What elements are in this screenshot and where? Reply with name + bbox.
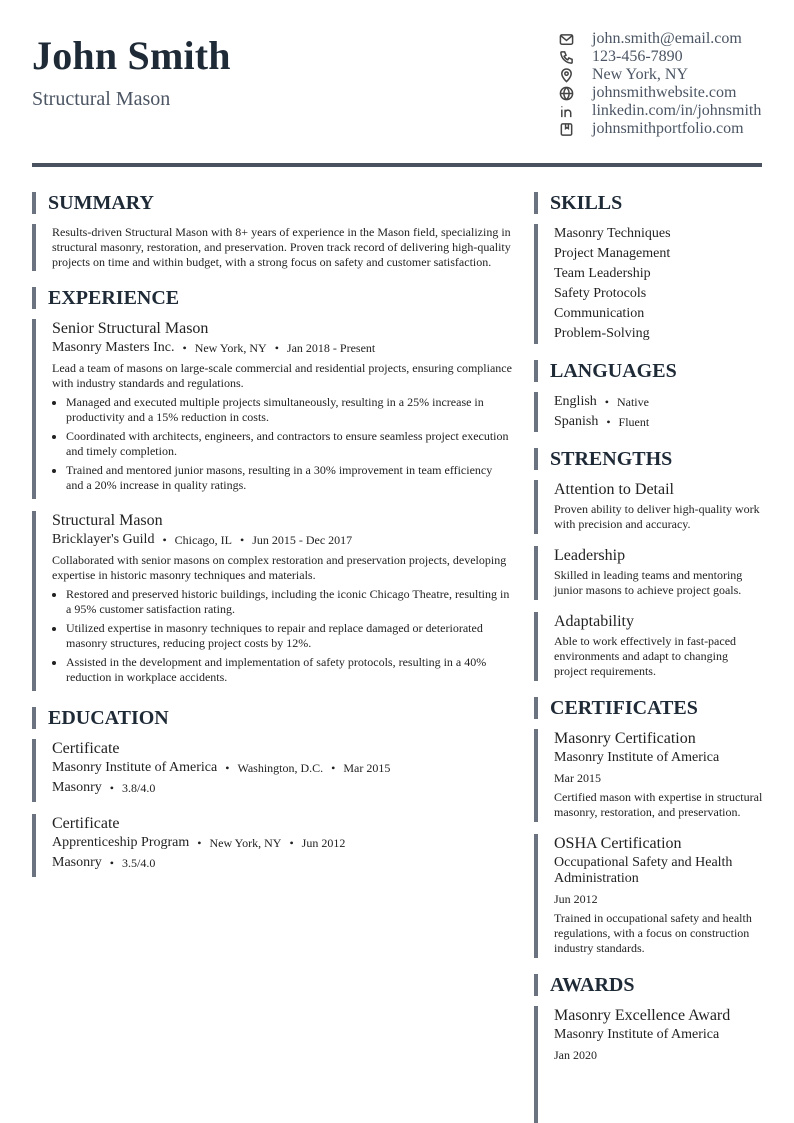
header-divider: [32, 163, 762, 167]
portfolio-icon: [559, 122, 592, 137]
education-entry: [32, 814, 512, 877]
education-heading: EDUCATION: [32, 707, 512, 729]
award-org: Masonry Institute of America: [554, 1027, 720, 1042]
separator-dot: •: [289, 836, 294, 850]
skills-heading: SKILLS: [534, 192, 764, 214]
job-bullets: [52, 395, 512, 493]
job-title: Structural Mason: [52, 512, 163, 529]
certificates-heading: CERTIFICATES: [534, 697, 764, 719]
job-description: Collaborated with senior masons on complex restoration and preservation projects, developing expertise in historic masonry techniques and materials.: [52, 553, 507, 582]
education-degree: Certificate: [52, 815, 120, 832]
separator-dot: •: [162, 533, 167, 547]
contact-email[interactable]: [559, 30, 769, 48]
education-field-line: [52, 853, 512, 873]
skill-item: Masonry Techniques: [554, 226, 671, 241]
contact-website[interactable]: [559, 84, 769, 102]
certificate-title: Masonry Certification: [554, 730, 696, 747]
language-level: Fluent: [618, 415, 650, 429]
strength-entry: [534, 480, 764, 534]
education-date: Jun 2012: [301, 836, 346, 850]
education-field-line: [52, 778, 512, 798]
education-location: Washington, D.C.: [237, 761, 324, 775]
job-company: Masonry Masters Inc.: [52, 340, 175, 355]
strength-title: Leadership: [554, 547, 626, 564]
job-dates: Jan 2018 - Present: [286, 341, 376, 355]
contact-portfolio[interactable]: [559, 120, 769, 138]
strength-description: Able to work effectively in fast-paced environments and adapt to changing project requirements.: [554, 634, 737, 678]
education-meta: [52, 758, 512, 778]
award-title: Masonry Excellence Award: [554, 1007, 731, 1024]
contact-linkedin[interactable]: [559, 102, 769, 120]
language-name: English: [554, 394, 597, 409]
certificate-title: OSHA Certification: [554, 835, 682, 852]
strengths-heading: STRENGTHS: [534, 448, 764, 470]
contact-location: [559, 66, 769, 84]
award-date: Jan 2020: [554, 1048, 597, 1062]
awards-heading: AWARDS: [534, 974, 764, 996]
certificate-entry: [534, 834, 764, 958]
candidate-name: John Smith: [32, 33, 231, 78]
contact-portfolio-text: johnsmithportfolio.com: [592, 120, 744, 137]
job-description: Lead a team of masons on large-scale commercial and residential projects, ensuring compliance with industry standards and regulations.: [52, 361, 512, 390]
job-bullet: • Restored and preserved historic buildings, including the iconic Chicago Theatre, resulting in a 95% customer satisfaction rating.: [66, 587, 512, 617]
strength-title: Adaptability: [554, 613, 634, 630]
separator-dot: •: [274, 341, 279, 355]
job-bullet: • Coordinated with architects, engineers, and contractors to ensure seamless project execution and timely completion.: [66, 429, 512, 459]
job-bullet: • Managed and executed multiple projects simultaneously, resulting in a 25% increase in productivity and a 15% reduction in costs.: [66, 395, 512, 425]
education-meta: [52, 833, 512, 853]
certificate-date: Jun 2012: [554, 892, 598, 906]
strength-title: Attention to Detail: [554, 481, 674, 498]
education-school: Apprenticeship Program: [52, 835, 190, 850]
job-meta: [52, 338, 512, 358]
award-entry: [534, 1006, 764, 1123]
job-bullets: [52, 587, 512, 685]
skills-list: [534, 224, 764, 344]
contact-phone-text: 123-456-7890: [592, 48, 683, 65]
separator-dot: •: [109, 856, 114, 870]
separator-dot: •: [606, 415, 611, 429]
certificate-entry: [534, 729, 764, 822]
job-meta: [52, 530, 512, 550]
education-degree: Certificate: [52, 740, 120, 757]
contact-email-text: john.smith@email.com: [592, 30, 742, 47]
certificate-org: Occupational Safety and Health Administration: [554, 855, 733, 886]
strength-description: Proven ability to deliver high-quality work with precision and accuracy.: [554, 502, 760, 531]
experience-heading: EXPERIENCE: [32, 287, 512, 309]
resume-header: [32, 30, 762, 150]
job-company: Bricklayer's Guild: [52, 532, 155, 547]
job-bullet: • Utilized expertise in masonry techniques to repair and replace damaged or deteriorated masonry structures, reducing project costs by 12%.: [66, 621, 512, 651]
contact-location-text: New York, NY: [592, 66, 689, 83]
email-icon: [559, 32, 592, 47]
job-bullet: • Assisted in the development and implementation of safety protocols, resulting in a 40% reduction in workplace accidents.: [66, 655, 512, 685]
contact-list: [559, 30, 769, 138]
certificate-date: Mar 2015: [554, 771, 601, 785]
job-entry: [32, 511, 512, 691]
globe-icon: [559, 86, 592, 101]
contact-linkedin-text: linkedin.com/in/johnsmith: [592, 102, 762, 119]
job-entry: [32, 319, 512, 499]
certificate-org: Masonry Institute of America: [554, 750, 720, 765]
contact-website-text: johnsmithwebsite.com: [592, 84, 737, 101]
skill-item: Communication: [554, 306, 645, 321]
language-item: [554, 412, 764, 432]
skill-item: Safety Protocols: [554, 286, 647, 301]
job-bullet: • Trained and mentored junior masons, resulting in a 30% improvement in team efficiency and a 20% increase in quality ratings.: [66, 463, 512, 493]
education-location: New York, NY: [209, 836, 282, 850]
job-title: Senior Structural Mason: [52, 320, 209, 337]
education-field: Masonry: [52, 780, 102, 795]
education-gpa: 3.8/4.0: [121, 781, 156, 795]
side-column: [534, 192, 764, 1123]
language-item: [554, 392, 764, 412]
education-entry: [32, 739, 512, 802]
languages-heading: LANGUAGES: [534, 360, 764, 382]
summary-text: Results-driven Structural Mason with 8+ years of experience in the Mason field, specializing in structural masonry, restoration, and preservation. Proven track record of delivering high-quality projects on time and within budget, with a strong focus on safety and customer satisfaction.: [52, 225, 511, 269]
certificate-description: Trained in occupational safety and health regulations, with a focus on construction industry standards.: [554, 911, 752, 955]
strength-entry: [534, 612, 764, 681]
language-level: Native: [616, 395, 649, 409]
education-date: Mar 2015: [343, 761, 391, 775]
strength-description: Skilled in leading teams and mentoring junior masons to achieve project goals.: [554, 568, 743, 597]
education-field: Masonry: [52, 855, 102, 870]
phone-icon: [559, 50, 592, 65]
separator-dot: •: [331, 761, 336, 775]
languages-list: [534, 392, 764, 432]
separator-dot: •: [182, 341, 187, 355]
job-location: Chicago, IL: [174, 533, 232, 547]
education-gpa: 3.5/4.0: [121, 856, 156, 870]
separator-dot: •: [197, 836, 202, 850]
skill-item: Problem-Solving: [554, 326, 650, 341]
strength-entry: [534, 546, 764, 600]
education-school: Masonry Institute of America: [52, 760, 218, 775]
contact-phone[interactable]: [559, 48, 769, 66]
location-icon: [559, 68, 592, 83]
separator-dot: •: [604, 395, 609, 409]
certificate-description: Certified mason with expertise in structural masonry, restoration, and preservation.: [554, 790, 763, 819]
job-location: New York, NY: [194, 341, 267, 355]
separator-dot: •: [109, 781, 114, 795]
language-name: Spanish: [554, 414, 599, 429]
summary-heading: SUMMARY: [32, 192, 512, 214]
skill-item: Project Management: [554, 246, 671, 261]
separator-dot: •: [225, 761, 230, 775]
job-dates: Jun 2015 - Dec 2017: [252, 533, 353, 547]
candidate-title: Structural Mason: [32, 88, 171, 110]
linkedin-icon: [559, 104, 592, 119]
separator-dot: •: [239, 533, 245, 547]
summary-block: [32, 224, 512, 271]
skill-item: Team Leadership: [554, 266, 651, 281]
main-column: [32, 192, 512, 889]
